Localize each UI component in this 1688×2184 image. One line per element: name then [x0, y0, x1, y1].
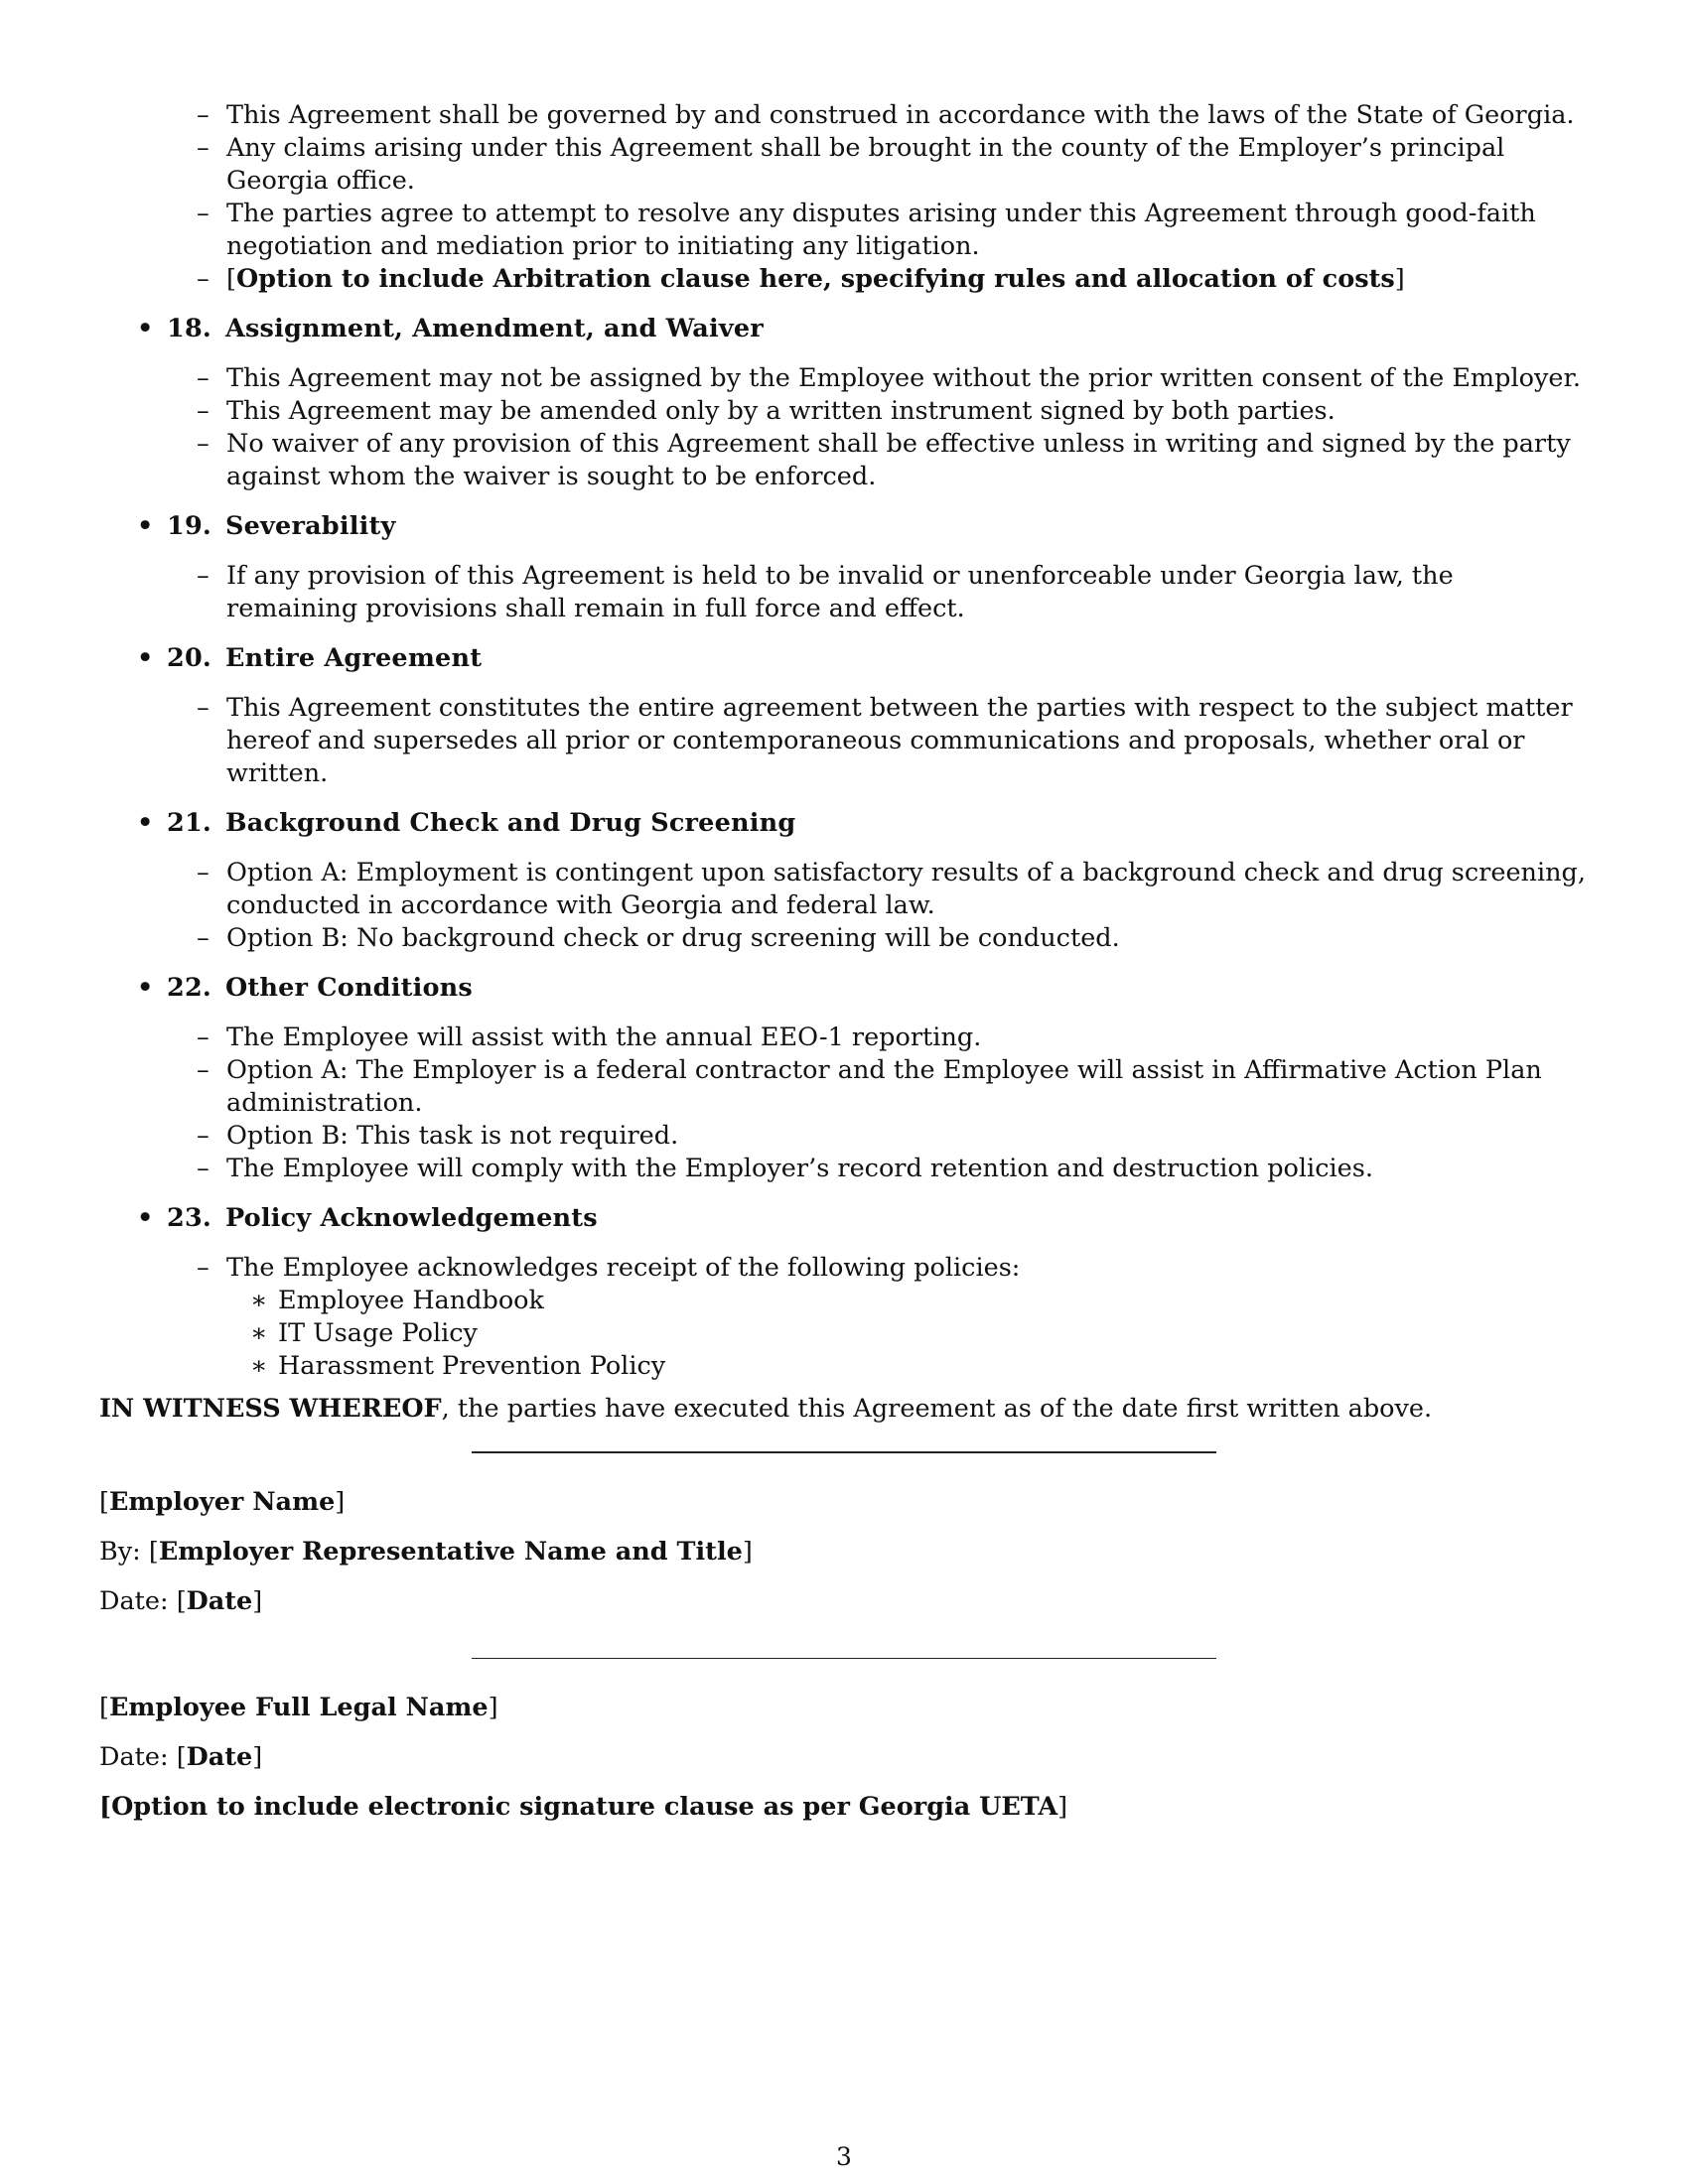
- section-items: [99, 1252, 1589, 1383]
- list-item: – Option A: Employment is contingent upon satisfactory results of a background check and drug screening, conducted in accordance with Georgia and federal law.: [226, 857, 1589, 922]
- section-heading: [99, 1202, 1589, 1235]
- employer-name: [99, 1486, 1589, 1519]
- list-item: – This Agreement may not be assigned by the Employee without the prior written consent of the Employer.: [226, 362, 1589, 395]
- bracket-open: [: [176, 1742, 187, 1772]
- employee-name: [99, 1692, 1589, 1724]
- bullet-icon: •: [137, 511, 154, 541]
- section-items: [99, 692, 1589, 790]
- bullet-icon: •: [137, 973, 154, 1003]
- section-number: 19.: [167, 511, 211, 541]
- esign-option-text: Option to include electronic signature clause as per Georgia UETA: [111, 1792, 1058, 1822]
- date-value: Date: [186, 1586, 253, 1616]
- document-page: [99, 99, 1589, 1824]
- section-number: 20.: [167, 643, 211, 673]
- employer-signature-line: [472, 1451, 1216, 1453]
- bracket-open: [: [176, 1586, 187, 1616]
- section-21: [99, 807, 1589, 955]
- list-item: – The parties agree to attempt to resolve any disputes arising under this Agreement through good-faith negotiation and mediation prior to initiating any litigation.: [226, 198, 1589, 263]
- representative-text: Employer Representative Name and Title: [158, 1537, 743, 1567]
- bracket-close: ]: [488, 1693, 498, 1722]
- section-22: [99, 972, 1589, 1185]
- witness-clause: [99, 1393, 1589, 1426]
- section-number: 23.: [167, 1203, 211, 1233]
- list-item: – No waiver of any provision of this Agreement shall be effective unless in writing and signed by the party against whom the waiver is sought to be enforced.: [226, 428, 1589, 493]
- bracket-close: ]: [1057, 1792, 1068, 1822]
- section-23: [99, 1202, 1589, 1383]
- section-title: Severability: [224, 511, 396, 541]
- section-title: Policy Acknowledgements: [224, 1203, 598, 1233]
- bracket-open: [: [99, 1792, 112, 1822]
- arbitration-option-item: [226, 263, 1589, 296]
- employee-signature-line: [472, 1658, 1216, 1659]
- section-number: 22.: [167, 973, 211, 1003]
- witness-text: , the parties have executed this Agreement as of the date first written above.: [441, 1394, 1433, 1424]
- bracket-close: ]: [252, 1742, 263, 1772]
- bracket-close: ]: [335, 1487, 346, 1517]
- section-heading: [99, 510, 1589, 543]
- section-heading: [99, 972, 1589, 1005]
- list-item: – The Employee will comply with the Employer’s record retention and destruction policies.: [226, 1153, 1589, 1185]
- section-items: [99, 1022, 1589, 1185]
- employee-date: [99, 1741, 1589, 1774]
- section-items: [99, 857, 1589, 955]
- list-item: – Option A: The Employer is a federal contractor and the Employee will assist in Affirmative Action Plan administration.: [226, 1054, 1589, 1120]
- section-number: 21.: [167, 808, 211, 838]
- employer-date: [99, 1585, 1589, 1618]
- bullet-icon: •: [137, 643, 154, 673]
- governing-law-list: [99, 99, 1589, 296]
- date-label: Date:: [99, 1586, 169, 1616]
- employer-name-text: Employer Name: [108, 1487, 336, 1517]
- bracket-open: [: [99, 1487, 109, 1517]
- bracket-close: ]: [742, 1537, 753, 1567]
- bracket-open: [: [226, 264, 236, 294]
- section-heading: [99, 807, 1589, 840]
- list-item: – The Employee will assist with the annual EEO-1 reporting.: [226, 1022, 1589, 1054]
- esign-option: [99, 1791, 1589, 1824]
- page-number: 3: [836, 2142, 852, 2171]
- employer-representative: [99, 1536, 1589, 1569]
- by-label: By:: [99, 1537, 141, 1567]
- list-item: – If any provision of this Agreement is held to be invalid or unenforceable under Georgia law, the remaining provisions shall remain in full force and effect.: [226, 560, 1589, 625]
- bracket-close: ]: [1394, 264, 1405, 294]
- list-item: – This Agreement constitutes the entire agreement between the parties with respect to the subject matter hereof and supersedes all prior or contemporaneous communications and proposals, whether oral or written.: [226, 692, 1589, 790]
- bracket-open: [: [148, 1537, 159, 1567]
- witness-lead: IN WITNESS WHEREOF: [99, 1394, 442, 1424]
- bullet-icon: •: [137, 314, 154, 343]
- list-item: – This Agreement shall be governed by and construed in accordance with the laws of the State of Georgia.: [226, 99, 1589, 132]
- section-heading: [99, 642, 1589, 675]
- section-items: [99, 362, 1589, 493]
- section-heading: [99, 313, 1589, 345]
- list-item: – Option B: No background check or drug screening will be conducted.: [226, 922, 1589, 955]
- policy-item: ∗ Employee Handbook: [278, 1285, 1589, 1317]
- section-18: [99, 313, 1589, 493]
- list-item: – Option B: This task is not required.: [226, 1120, 1589, 1153]
- section-number: 18.: [167, 314, 211, 343]
- list-item: – This Agreement may be amended only by a written instrument signed by both parties.: [226, 395, 1589, 428]
- policy-item: ∗ Harassment Prevention Policy: [278, 1350, 1589, 1383]
- bullet-icon: •: [137, 808, 154, 838]
- bracket-close: ]: [252, 1586, 263, 1616]
- section-title: Entire Agreement: [224, 643, 483, 673]
- section-19: [99, 510, 1589, 625]
- section-title: Other Conditions: [224, 973, 473, 1003]
- employee-name-text: Employee Full Legal Name: [108, 1693, 489, 1722]
- list-item: [226, 1252, 1589, 1383]
- section-items: [99, 560, 1589, 625]
- section-20: [99, 642, 1589, 790]
- policy-list: [226, 1285, 1589, 1383]
- bracket-open: [: [99, 1693, 109, 1722]
- section-title: Background Check and Drug Screening: [224, 808, 796, 838]
- arbitration-option-text: Option to include Arbitration clause here, specifying rules and allocation of costs: [235, 264, 1395, 294]
- section-title: Assignment, Amendment, and Waiver: [224, 314, 764, 343]
- date-value: Date: [186, 1742, 253, 1772]
- policy-lead-text: The Employee acknowledges receipt of the following policies:: [226, 1253, 1021, 1283]
- list-item: – Any claims arising under this Agreement shall be brought in the county of the Employer’s principal Georgia office.: [226, 132, 1589, 198]
- policy-item: ∗ IT Usage Policy: [278, 1317, 1589, 1350]
- bullet-icon: •: [137, 1203, 154, 1233]
- date-label: Date:: [99, 1742, 169, 1772]
